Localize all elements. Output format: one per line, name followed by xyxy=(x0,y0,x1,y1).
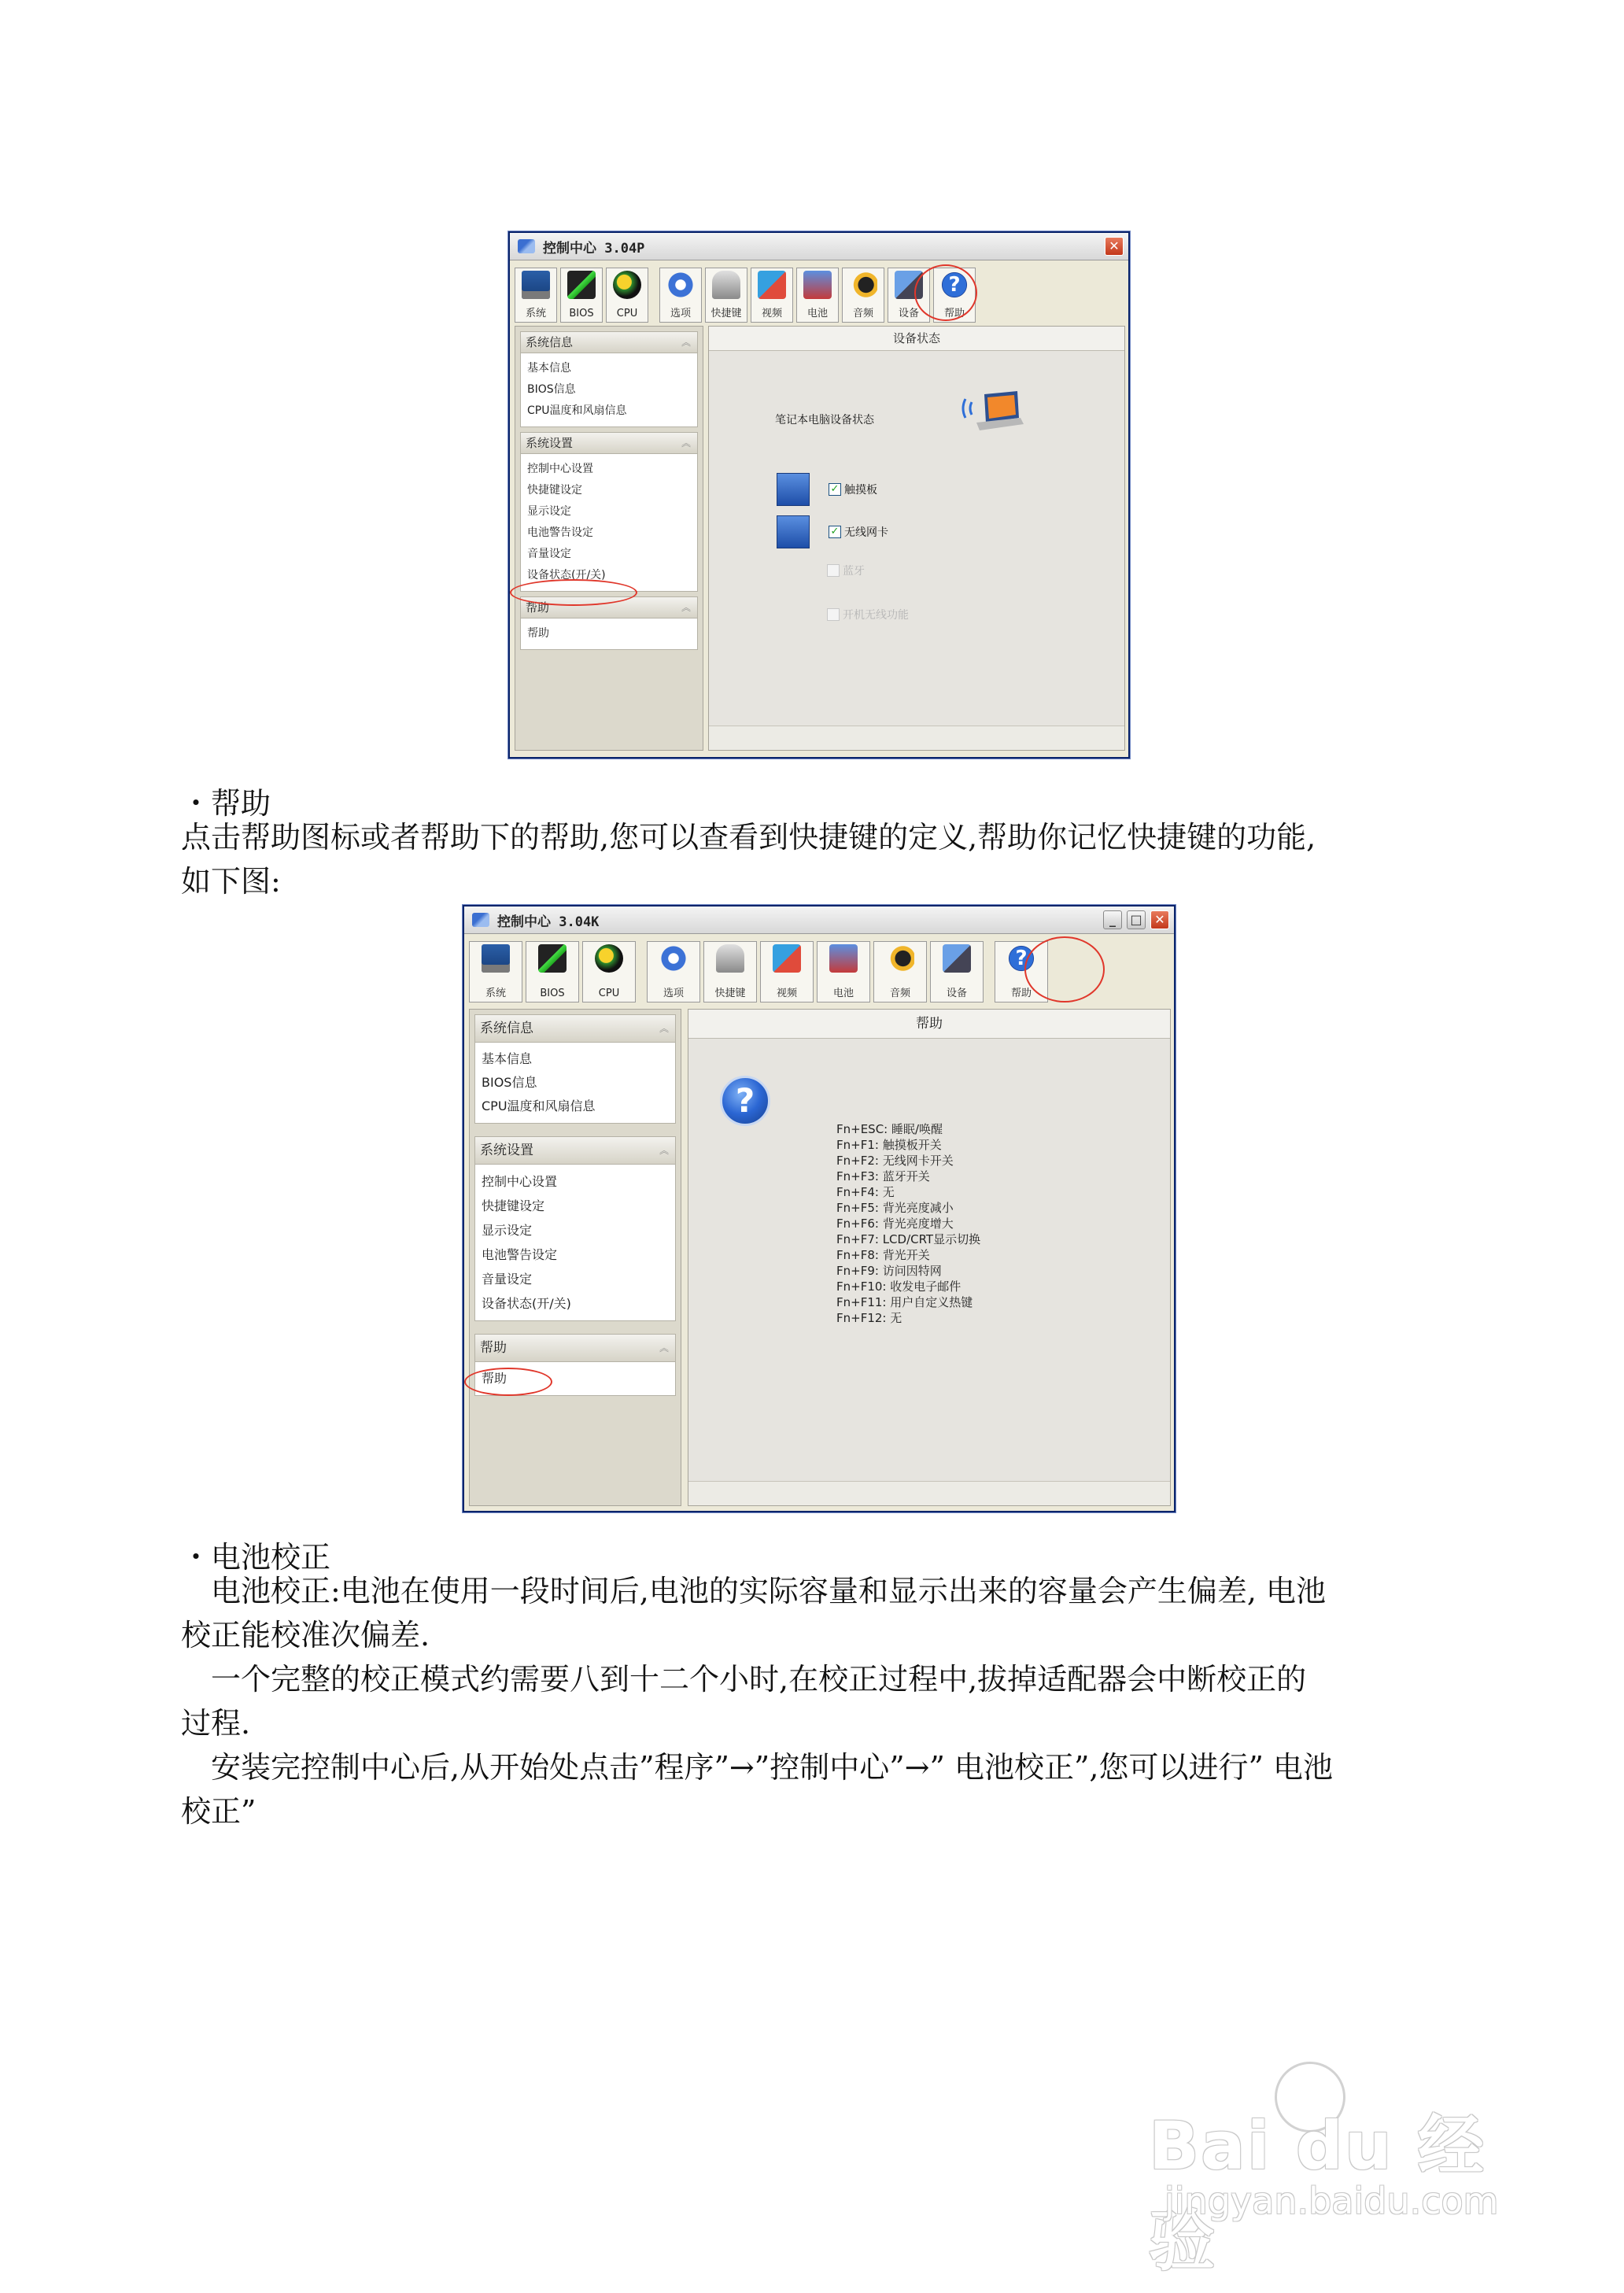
toolbar-options-button[interactable]: 选项 xyxy=(647,941,700,1002)
hotkey-item: Fn+F12: 无 xyxy=(836,1311,902,1325)
sidebar-item-control-center-settings[interactable]: 控制中心设置 xyxy=(482,1174,558,1189)
system-icon xyxy=(522,271,550,299)
audio-icon xyxy=(849,271,877,299)
sidebar-item-bios-info[interactable]: BIOS信息 xyxy=(527,383,576,396)
section-header-help[interactable]: 帮助 ︽ xyxy=(520,596,698,618)
battery-paragraph-line-3: 一个完整的校正模式约需要八到十二个小时,在校正过程中,拔掉适配器会中断校正的 xyxy=(181,1662,1307,1697)
wireless-checkbox[interactable]: ✓ xyxy=(829,526,841,538)
toolbar-battery-button[interactable]: 电池 xyxy=(796,268,839,323)
status-bar xyxy=(688,1481,1170,1505)
sidebar-item-hotkey-settings[interactable]: 快捷键设定 xyxy=(527,484,582,497)
maximize-icon[interactable]: □ xyxy=(1127,910,1146,929)
section-header-system-info[interactable]: 系统信息 ︽ xyxy=(520,331,698,353)
title-bar xyxy=(464,906,1174,934)
toolbar xyxy=(515,264,1124,323)
hotkey-item: Fn+F6: 背光亮度增大 xyxy=(836,1217,954,1231)
cpu-icon xyxy=(613,271,641,299)
toolbar-device-button[interactable]: 设备 xyxy=(930,941,984,1002)
window-title: 控制中心 3.04P xyxy=(543,240,645,257)
toolbar-device-button[interactable]: 设备 xyxy=(888,268,930,323)
hotkey-icon xyxy=(712,271,740,299)
sidebar-item-control-center-settings[interactable]: 控制中心设置 xyxy=(527,463,593,475)
sidebar-item-volume-settings[interactable]: 音量设定 xyxy=(482,1272,533,1287)
chevron-up-icon: ︽ xyxy=(659,1023,669,1034)
toolbar xyxy=(469,940,1169,1002)
section-body-help xyxy=(474,1362,676,1396)
watermark-url: jingyan.baidu.com xyxy=(1164,2180,1499,2222)
toolbar-battery-button[interactable]: 电池 xyxy=(817,941,870,1002)
sidebar-item-basic-info[interactable]: 基本信息 xyxy=(482,1051,533,1066)
sidebar-item-help[interactable]: 帮助 xyxy=(527,627,549,640)
sidebar-item-display-settings[interactable]: 显示设定 xyxy=(527,505,571,518)
help-paragraph-line-1: 点击帮助图标或者帮助下的帮助,您可以查看到快捷键的定义,帮助你记忆快捷键的功能, xyxy=(181,820,1316,855)
battery-icon xyxy=(829,944,858,973)
toolbar-bios-button[interactable]: BIOS xyxy=(526,941,579,1002)
battery-paragraph-line-2: 校正能校准次偏差. xyxy=(181,1618,430,1652)
options-icon xyxy=(666,271,695,299)
cpu-icon xyxy=(595,944,623,973)
status-bar xyxy=(709,726,1124,750)
title-bar xyxy=(510,233,1128,260)
sidebar-item-hotkey-settings[interactable]: 快捷键设定 xyxy=(482,1198,545,1213)
hotkey-item: Fn+F11: 用户自定义热键 xyxy=(836,1295,973,1309)
touchpad-icon xyxy=(777,473,810,506)
chevron-up-icon: ︽ xyxy=(659,1342,669,1353)
section-body-system-settings xyxy=(520,454,698,592)
section-body-system-info xyxy=(520,353,698,427)
sidebar xyxy=(515,326,703,751)
battery-paragraph-line-1: 电池校正:电池在使用一段时间后,电池的实际容量和显示出来的容量会产生偏差, 电池 xyxy=(181,1574,1327,1608)
close-icon[interactable]: ✕ xyxy=(1150,910,1169,929)
hotkey-item: Fn+F1: 触摸板开关 xyxy=(836,1138,942,1152)
sidebar-item-cpu-fan-info[interactable]: CPU温度和风扇信息 xyxy=(482,1098,596,1113)
app-icon xyxy=(472,913,489,927)
sidebar-item-device-status[interactable]: 设备状态(开/关) xyxy=(527,569,606,582)
toolbar-video-button[interactable]: 视频 xyxy=(760,941,814,1002)
audio-icon xyxy=(886,944,914,973)
control-center-window-1 xyxy=(508,231,1130,759)
section-heading-help: ・帮助 xyxy=(181,786,271,821)
chevron-up-icon: ︽ xyxy=(659,1145,669,1156)
toolbar-video-button[interactable]: 视频 xyxy=(751,268,793,323)
device-row-boot-wireless: 开机无线功能 xyxy=(827,607,909,622)
wireless-laptop-icon xyxy=(961,390,1024,434)
chevron-up-icon: ︽ xyxy=(681,602,691,613)
chevron-up-icon: ︽ xyxy=(681,337,691,348)
section-body-system-settings xyxy=(474,1165,676,1321)
control-center-window-2 xyxy=(463,905,1176,1512)
hotkey-item: Fn+ESC: 睡眠/唤醒 xyxy=(836,1122,943,1136)
watermark-logo: Bai du 经验 xyxy=(1149,2107,1486,2280)
section-header-system-settings[interactable]: 系统设置 ︽ xyxy=(474,1136,676,1165)
options-icon xyxy=(659,944,688,973)
toolbar-cpu-button[interactable]: CPU xyxy=(582,941,636,1002)
help-icon: ? xyxy=(1007,944,1035,973)
sidebar-item-bios-info[interactable]: BIOS信息 xyxy=(482,1075,537,1090)
toolbar-cpu-button[interactable]: CPU xyxy=(606,268,648,323)
device-icon xyxy=(943,944,971,973)
content-header: 帮助 xyxy=(688,1010,1170,1039)
sidebar xyxy=(469,1009,681,1506)
content-panel xyxy=(688,1009,1171,1506)
toolbar-options-button[interactable]: 选项 xyxy=(659,268,702,323)
system-icon xyxy=(482,944,510,973)
hotkey-item: Fn+F9: 访问因特网 xyxy=(836,1264,942,1278)
sidebar-item-battery-warning[interactable]: 电池警告设定 xyxy=(482,1247,558,1262)
bios-icon xyxy=(538,944,567,973)
content-header: 设备状态 xyxy=(709,327,1124,351)
boot-wireless-checkbox[interactable] xyxy=(827,608,840,621)
window-title: 控制中心 3.04K xyxy=(497,914,600,930)
toolbar-audio-button[interactable]: 音频 xyxy=(842,268,884,323)
battery-paragraph-line-6: 校正” xyxy=(181,1794,257,1829)
sidebar-item-cpu-fan-info[interactable]: CPU温度和风扇信息 xyxy=(527,404,627,417)
sidebar-item-battery-warning[interactable]: 电池警告设定 xyxy=(527,526,593,539)
close-icon[interactable]: ✕ xyxy=(1105,237,1124,256)
app-icon xyxy=(518,239,535,253)
hotkey-item: Fn+F10: 收发电子邮件 xyxy=(836,1279,961,1294)
help-paragraph-line-2: 如下图: xyxy=(181,864,281,899)
toolbar-help-button[interactable]: ? 帮助 xyxy=(995,941,1048,1002)
hotkey-icon xyxy=(716,944,744,973)
touchpad-checkbox[interactable]: ✓ xyxy=(829,483,841,496)
help-question-icon: ? xyxy=(720,1076,770,1126)
toolbar-hotkey-button[interactable]: 快捷键 xyxy=(705,268,747,323)
toolbar-hotkey-button[interactable]: 快捷键 xyxy=(703,941,757,1002)
toolbar-system-button[interactable]: 系统 xyxy=(515,268,557,323)
hotkey-item: Fn+F8: 背光开关 xyxy=(836,1248,930,1262)
section-header-system-info[interactable]: 系统信息 ︽ xyxy=(474,1014,676,1043)
toolbar-bios-button[interactable]: BIOS xyxy=(560,268,603,323)
device-row-bluetooth: 蓝牙 xyxy=(827,563,865,578)
device-icon xyxy=(895,271,923,299)
hotkey-item: Fn+F5: 背光亮度减小 xyxy=(836,1201,954,1215)
section-heading-battery-calibration: ・电池校正 xyxy=(181,1540,331,1575)
sidebar-item-help[interactable]: 帮助 xyxy=(482,1371,507,1386)
video-icon xyxy=(758,271,786,299)
sidebar-item-display-settings[interactable]: 显示设定 xyxy=(482,1223,533,1238)
device-row-wireless: ✓ 无线网卡 xyxy=(777,515,888,548)
hotkey-item: Fn+F7: LCD/CRT显示切换 xyxy=(836,1232,981,1246)
section-body-system-info xyxy=(474,1043,676,1124)
sidebar-item-volume-settings[interactable]: 音量设定 xyxy=(527,548,571,560)
section-header-system-settings[interactable]: 系统设置 ︽ xyxy=(520,432,698,454)
toolbar-system-button[interactable]: 系统 xyxy=(469,941,522,1002)
hotkey-list xyxy=(836,1121,980,1326)
hotkey-item: Fn+F3: 蓝牙开关 xyxy=(836,1169,930,1183)
battery-paragraph-line-5: 安装完控制中心后,从开始处点击”程序”→”控制中心”→” 电池校正”,您可以进行” 电池 xyxy=(181,1750,1333,1785)
content-panel xyxy=(708,326,1125,751)
bluetooth-checkbox[interactable] xyxy=(827,564,840,577)
toolbar-help-button[interactable]: ? 帮助 xyxy=(933,268,976,323)
wireless-card-icon xyxy=(777,515,810,548)
baidu-jingyan-watermark xyxy=(1149,2062,1526,2280)
toolbar-audio-button[interactable]: 音频 xyxy=(873,941,927,1002)
help-icon: ? xyxy=(940,271,969,299)
bios-icon xyxy=(567,271,596,299)
device-row-touchpad: ✓ 触摸板 xyxy=(777,473,877,506)
chevron-up-icon: ︽ xyxy=(681,438,691,449)
battery-icon xyxy=(803,271,832,299)
hotkey-item: Fn+F2: 无线网卡开关 xyxy=(836,1154,954,1168)
video-icon xyxy=(773,944,801,973)
sidebar-item-device-status[interactable]: 设备状态(开/关) xyxy=(482,1296,571,1311)
minimize-icon[interactable]: _ xyxy=(1103,910,1122,929)
hotkey-item: Fn+F4: 无 xyxy=(836,1185,895,1199)
section-body-help xyxy=(520,618,698,650)
battery-paragraph-line-4: 过程. xyxy=(181,1706,251,1741)
device-status-caption: 笔记本电脑设备状态 xyxy=(775,414,874,426)
section-header-help[interactable]: 帮助 ︽ xyxy=(474,1334,676,1362)
sidebar-item-basic-info[interactable]: 基本信息 xyxy=(527,362,571,375)
